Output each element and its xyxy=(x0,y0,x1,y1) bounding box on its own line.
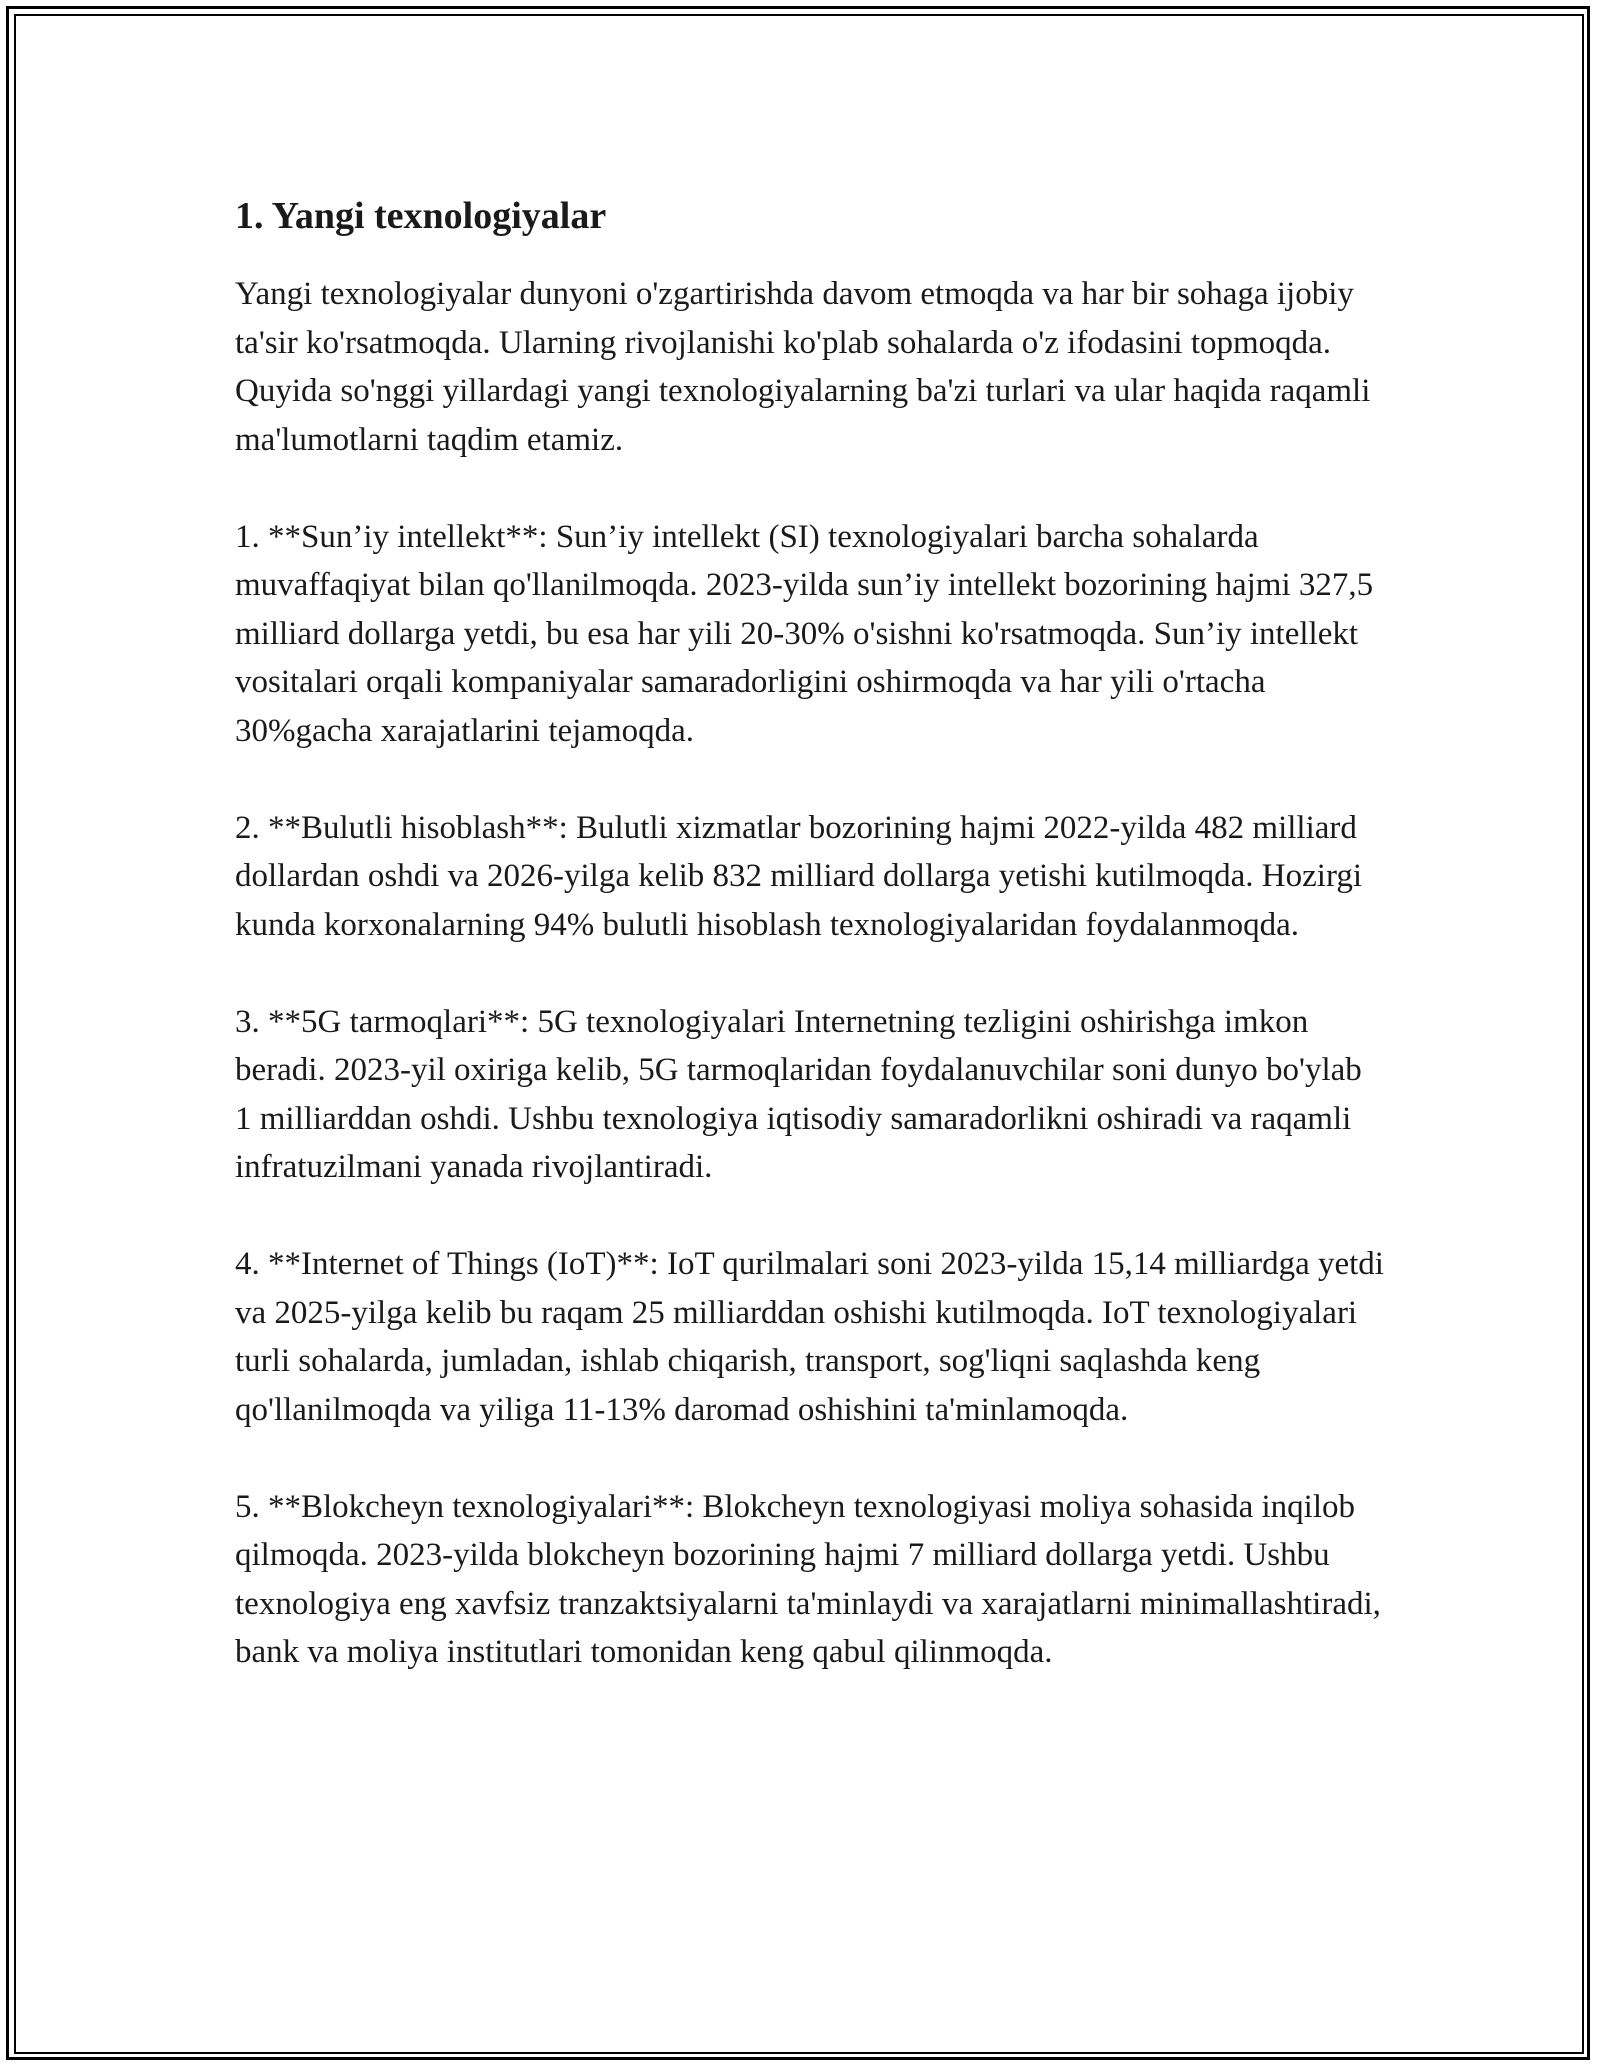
paragraph-cloud: 2. **Bulutli hisoblash**: Bulutli xizmatlar bozorining hajmi 2022-yilda 482 milliard dollardan oshdi va 2026-yilga kelib 832 milliard dollarga yetishi kutilmoqda. Hozirgi kunda korxonalarning 94% bulutli hisoblash texnologiyalaridan foydalanmoqda. xyxy=(235,809,1363,943)
paragraph-iot: 4. **Internet of Things (IoT)**: IoT qurilmalari soni 2023-yilda 15,14 milliardga yetdi va 2025-yilga kelib bu raqam 25 milliarddan oshishi kutilmoqda. IoT texnologiyalari turli sohalarda, jumladan, ishlab chiqarish, transport, sog'liqni saqlashda keng qo'llanilmoqda va yiliga 11-13% daromad oshishini ta'minlamoqda. xyxy=(235,1246,1384,1428)
paragraph-blockchain: 5. **Blokcheyn texnologiyalari**: Blokcheyn texnologiyasi moliya sohasida inqilob qilmoqda. 2023-yilda blokcheyn bozorining hajmi 7 milliard dollarga yetdi. Ushbu texnologiya eng xavfsiz tranzaktsiyalarni ta'minlaydi va xarajatlarni minimallashtiradi, bank va moliya institutlari tomonidan keng qabul qilinmoqda. xyxy=(235,1488,1381,1670)
document-body xyxy=(235,190,1385,1725)
paragraph-ai: 1. **Sun’iy intellekt**: Sun’iy intellekt (SI) texnologiyalari barcha sohalarda muvaffaqiyat bilan qo'llanilmoqda. 2023-yilda sun’iy intellekt bozorining hajmi 327,5 milliard dollarga yetdi, bu esa har yili 20-30% o'sishni ko'rsatmoqda. Sun’iy intellekt vositalari orqali kompaniyalar samaradorligini oshirmoqda va har yili o'rtacha 30%gacha xarajatlarini tejamoqda. xyxy=(235,518,1374,749)
intro-paragraph: Yangi texnologiyalar dunyoni o'zgartirishda davom etmoqda va har bir sohaga ijobiy ta'sir ko'rsatmoqda. Ularning rivojlanishi ko'plab sohalarda o'z ifodasini topmoqda. Quyida so'nggi yillardagi yangi texnologiyalarning ba'zi turlari va ular haqida raqamli ma'lumotlarni taqdim etamiz. xyxy=(235,276,1371,458)
section-title: 1. Yangi texnologiyalar xyxy=(235,195,607,237)
paragraph-5g: 3. **5G tarmoqlari**: 5G texnologiyalari Internetning tezligini oshirishga imkon beradi. 2023-yil oxiriga kelib, 5G tarmoqlaridan foydalanuvchilar soni dunyo bo'ylab 1 milliarddan oshdi. Ushbu texnologiya iqtisodiy samaradorlikni oshiradi va raqamli infratuzilmani yanada rivojlantiradi. xyxy=(235,1003,1362,1185)
